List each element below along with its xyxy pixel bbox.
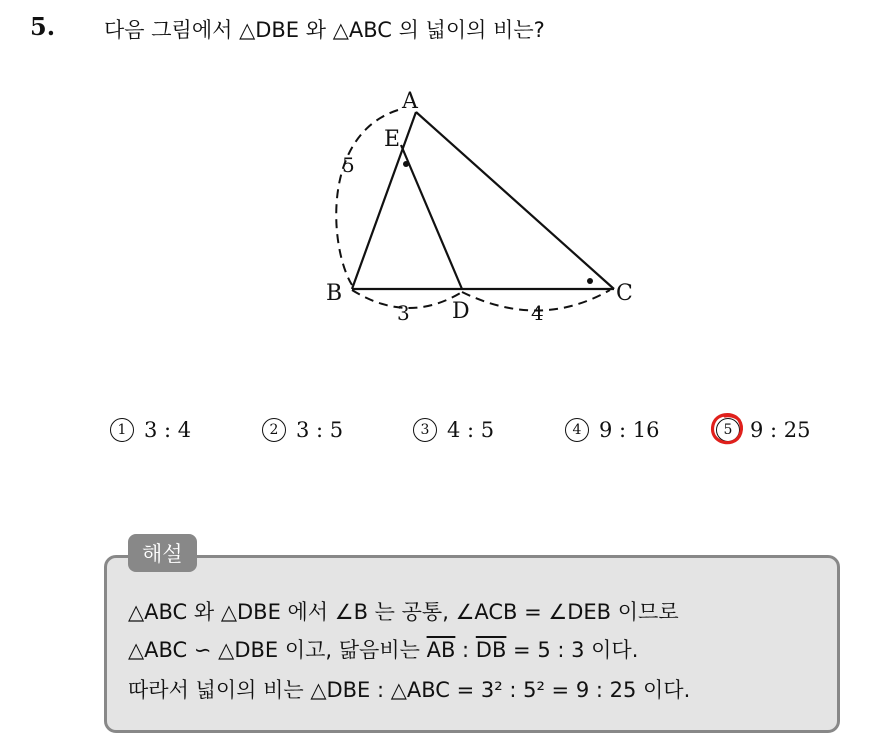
segment-db: $\overline{DB}$ [475,638,507,662]
label-a: A [402,89,418,114]
segment-ab: $\overline{AB}$ [426,638,456,662]
explanation-line-1: △ABC 와 △DBE 에서 ∠B 는 공통, ∠ACB = ∠DEB 이므로 [128,600,679,624]
triangle-diagram [300,80,660,340]
choice-3-number: 3 [413,418,437,442]
selected-answer-circle-icon [708,410,746,448]
choice-5[interactable] [716,418,811,442]
angle-mark-e [403,161,409,167]
label-c: C [616,281,633,306]
choice-1-number: 1 [110,418,134,442]
segment-ed [401,145,462,289]
choice-3-text: 4 : 5 [447,418,495,442]
choice-2[interactable] [262,418,343,442]
answer-choices [0,418,884,458]
angle-mark-c [587,278,593,284]
choice-4[interactable] [565,418,660,442]
explanation-line-2-end: = 5 : 3 이다. [506,638,639,662]
choice-3[interactable] [413,418,494,442]
choice-5-number: 5 [716,418,740,442]
choice-5-text: 9 : 25 [750,418,811,442]
label-e: E [384,127,401,152]
triangle-figure [300,80,660,340]
choice-4-number: 4 [565,418,589,442]
explanation-line-2-start: △ABC ∽ △DBE 이고, 닮음비는 [128,638,427,662]
choice-4-text: 9 : 16 [599,418,660,442]
choice-2-text: 3 : 5 [296,418,344,442]
explanation-line-2 [128,634,638,664]
length-3: 3 [397,301,410,325]
explanation-line-3: 따라서 넓이의 비는 △DBE : △ABC = 3² : 5² = 9 : 25 이다. [128,678,691,702]
length-5: 5 [342,153,355,177]
explanation-tag: 해설 [128,534,197,572]
ratio-separator: : [455,638,476,662]
side-ac [416,112,614,289]
question-number: 5. [30,12,56,41]
label-d: D [452,299,470,324]
label-b: B [326,281,343,306]
length-4: 4 [531,301,544,325]
choice-2-number: 2 [262,418,286,442]
question-text: 다음 그림에서 △DBE 와 △ABC 의 넓이의 비는? [104,18,545,42]
choice-1[interactable] [110,418,191,442]
choice-1-text: 3 : 4 [144,418,192,442]
